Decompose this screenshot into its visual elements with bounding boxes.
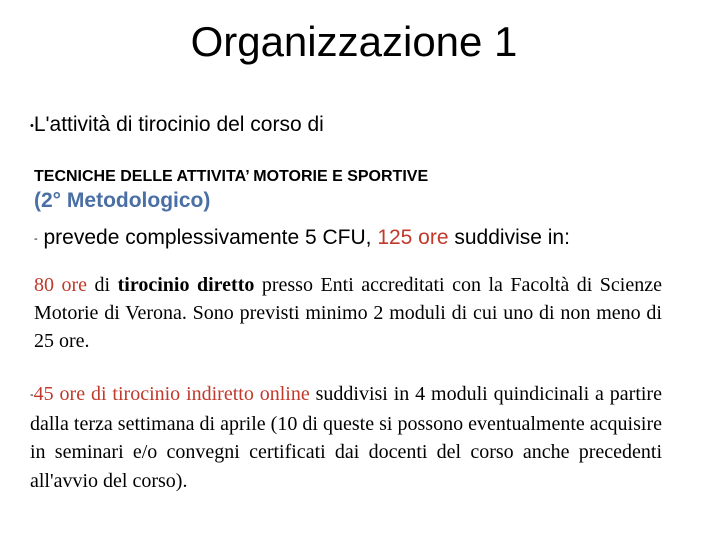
dash-icon: - [30,389,34,401]
direct-text-a: di [87,274,118,296]
slide-title: Organizzazione 1 [190,18,518,65]
direct-hours: 80 ore [34,274,88,296]
course-detail: (2° Metodologico) [34,189,211,212]
direct-activity: tirocinio diretto [117,274,255,296]
direct-paragraph [34,271,662,355]
summary-text-before: prevede complessivamente 5 CFU, [37,226,378,249]
bullet-icon: • [30,120,34,132]
summary-text-after: suddivise in: [448,226,570,249]
intro-line [30,112,324,139]
course-name: TECNICHE DELLE ATTIVITA’ MOTORIE E SPORTIVE [34,168,429,185]
indirect-text-b: suddivisi in 4 moduli quindicinali a partire dalla terza settimana di aprile (10 di queste si possono eventualmente acquisire in seminari e/o convegni certificati dai docenti del corso anche precedenti all'avvio del corso). [30,383,662,492]
direct-text-b: presso Enti accreditati con la Facoltà di Scienze Motorie di Verona. Sono previsti minimo 2 moduli di cui uno di non meno di 25 ore. [34,274,662,352]
summary-line [34,225,570,252]
intro-text: L'attività di tirocinio del corso di [33,113,324,136]
indirect-text-a: di [85,383,113,405]
indirect-activity: tirocinio indiretto online [112,383,310,405]
summary-hours: 125 ore [377,226,449,249]
dash-icon: - [34,233,38,245]
indirect-hours: 45 ore [33,383,86,405]
indirect-paragraph [30,380,662,495]
